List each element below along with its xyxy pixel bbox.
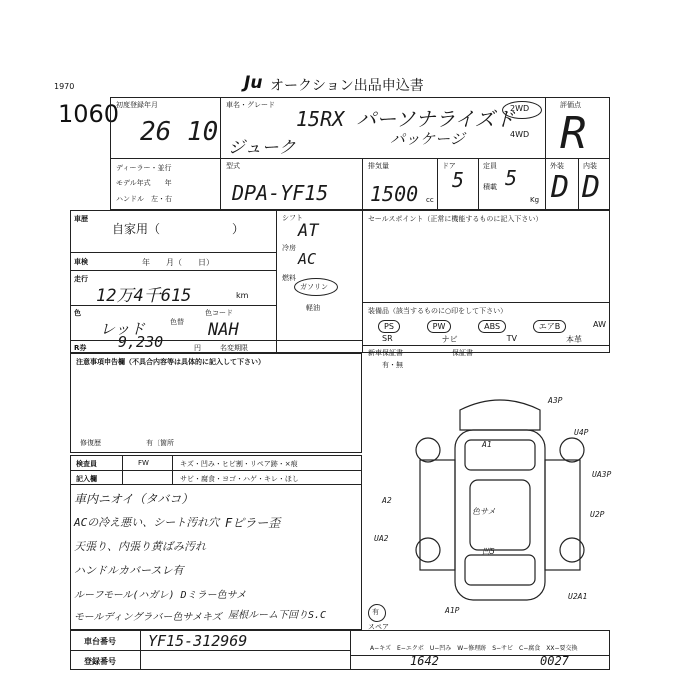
name-change-label: 名変期限: [220, 344, 248, 352]
doors-value: 5: [452, 168, 465, 192]
diagram-label: U2P: [590, 510, 605, 519]
history-label: 車歴: [74, 215, 88, 223]
car-diagram: [400, 390, 600, 620]
equipment-row-2: [382, 334, 582, 345]
spare-label: スペア: [368, 623, 389, 631]
cooler-label: 冷房: [282, 244, 296, 252]
equipment-label: 装備品（該当するものに○印をして下さい）: [368, 307, 508, 315]
inspector-box: FW: [138, 459, 149, 467]
interior-value: D: [582, 170, 601, 205]
history-value: 自家用（ ）: [112, 222, 245, 236]
displacement-value: 1500: [370, 182, 419, 206]
comment-line: ルーフモール(ハガレ) Dミラー色サメ: [74, 590, 247, 601]
front-right-wheel: [560, 438, 584, 462]
chassis-value: YF15-312969: [148, 632, 248, 650]
recycle-label: R券: [74, 344, 87, 352]
car-name-label: 車名・グレード: [226, 101, 275, 109]
chassis-label: 車台番号: [84, 637, 116, 646]
type-value: DPA-YF15: [232, 181, 329, 205]
load-unit: Kg: [530, 196, 540, 204]
registration-label: 登録番号: [84, 657, 116, 666]
car-windshield: [465, 440, 535, 470]
form-title: オークション出品申込書: [270, 78, 424, 94]
footer-code: 1642: [410, 654, 439, 668]
mileage-value: 12万4千615: [96, 286, 192, 306]
car-rear-window: [465, 555, 535, 585]
equipment-item: ナビ: [441, 335, 458, 344]
equipment-item: エアB: [533, 320, 567, 333]
lot-number: 1060: [58, 100, 120, 128]
warranty-label: 保証書: [452, 349, 473, 357]
inspection-label: 車検: [74, 258, 88, 266]
equipment-item: 本革: [566, 335, 582, 344]
right-door-panel: [545, 460, 580, 570]
equipment-item: AW: [593, 320, 606, 329]
comment-line: 車内ニオイ（タバコ）: [74, 492, 194, 506]
displacement-unit: cc: [426, 196, 434, 204]
writer-label: 記入欄: [76, 475, 97, 483]
inspector-label: 検査員: [76, 460, 97, 468]
equipment-item: SR: [382, 334, 393, 343]
equipment-row-1: [378, 320, 606, 333]
model-year-label: モデル年式 年: [116, 179, 172, 187]
cooler-value: AC: [298, 250, 317, 268]
type-label: 型式: [226, 162, 240, 170]
car-body: [455, 430, 545, 600]
car-name-value: ジューク: [228, 138, 296, 158]
shift-label: シフト: [282, 214, 303, 222]
capacity-label: 定員: [483, 162, 497, 170]
car-roof-outline: [460, 400, 540, 430]
grade-value: 15RX パーソナライズド: [296, 107, 515, 131]
color-code-value: NAH: [208, 320, 239, 340]
diagram-label: A1P: [445, 606, 460, 615]
diagram-label: UA2: [374, 534, 389, 543]
recycle-unit: 円: [194, 344, 201, 352]
interior-label: 内装: [583, 162, 597, 170]
equipment-item: PW: [427, 320, 452, 333]
fuel-label: 燃料: [282, 274, 296, 282]
mileage-unit: km: [236, 291, 249, 300]
diagram-label: 色サメ: [472, 507, 496, 516]
shift-value: AT: [298, 221, 319, 241]
new-registration-value: 有・無: [382, 361, 403, 369]
legend-row-2: サビ・腐食・ヨゴ・ハゲ・キレ・ほし: [180, 475, 299, 483]
color-value: レッド: [100, 320, 145, 338]
mileage-label: 走行: [74, 275, 88, 283]
drive-2wd: 2WD: [510, 104, 530, 113]
diagram-label: U2A1: [568, 592, 588, 601]
spare-mark: 有: [372, 608, 379, 616]
first-reg-label: 初度登録年月: [116, 101, 158, 109]
diagram-label: A2: [382, 496, 392, 505]
handle-label: ハンドル 左・右: [116, 195, 172, 203]
front-left-wheel: [416, 438, 440, 462]
repair-value: 有〔箇所: [146, 439, 174, 447]
new-registration-label: 新車保証書: [368, 349, 403, 357]
comment-line: ハンドルカバースレ有: [74, 564, 184, 577]
dealer-label: ディーラー・並行: [116, 164, 172, 172]
first-reg-value: 26 10: [140, 117, 219, 147]
notes-frame: [70, 353, 362, 453]
color-change-label: 色替: [170, 318, 184, 326]
auction-logo: Ju: [244, 73, 263, 93]
diagram-label: UA3P: [592, 470, 612, 479]
equipment-item: TV: [506, 334, 517, 343]
color-label: 色: [74, 309, 81, 317]
fuel-value: ガソリン: [300, 283, 328, 291]
diagram-label: 凹5: [482, 547, 495, 556]
exterior-value: D: [551, 170, 570, 205]
comment-line: 天張り、内張り黄ばみ汚れ: [74, 540, 206, 553]
equipment-item: ABS: [478, 320, 506, 333]
comment-line: モールディングラバー色サメキズ: [74, 612, 222, 623]
comment-line: ACの冷え悪い、シート汚れ穴: [74, 516, 220, 529]
diagram-label: A3P: [548, 396, 563, 405]
diagram-label: U4P: [574, 428, 589, 437]
footer-number: 0027: [540, 654, 569, 668]
fuel-alt: 軽油: [306, 304, 320, 312]
repair-label: 修復歴: [80, 439, 101, 447]
drive-4wd: 4WD: [510, 130, 530, 139]
color-code-label: 色コード: [205, 309, 233, 317]
doors-label: ドア: [442, 162, 456, 170]
sales-point-label: セールスポイント（正常に機能するものに記入下さい）: [368, 215, 543, 223]
inspection-value: 年 月（ 日）: [142, 258, 214, 267]
recycle-value: 9,230: [118, 333, 164, 351]
grade-label: 評価点: [560, 101, 581, 109]
capacity-value: 5: [505, 166, 518, 190]
legend-row-1: キズ・凹み・ヒビ割・リペア跡・×痕: [180, 460, 298, 468]
side-comment: Fピラー歪: [225, 516, 281, 530]
notes-label: 注意事項申告欄（不具合内容等は具体的に記入して下さい）: [76, 358, 265, 366]
diagram-label: A1: [482, 440, 492, 449]
left-door-panel: [420, 460, 455, 570]
package-value: パッケージ: [390, 130, 465, 148]
equipment-item: PS: [378, 320, 400, 333]
grade-score: R: [560, 108, 587, 159]
load-label: 積載: [483, 183, 497, 191]
form-id: 1970: [54, 82, 75, 91]
exterior-label: 外装: [550, 162, 564, 170]
footer-legend: A−キズ E−エクボ U−凹み W−修理跡 S−サビ C−腐食 XX−要交換: [370, 645, 578, 652]
side-comment: 屋根ルーム下回りS.C: [228, 610, 327, 621]
displacement-label: 排気量: [368, 162, 389, 170]
